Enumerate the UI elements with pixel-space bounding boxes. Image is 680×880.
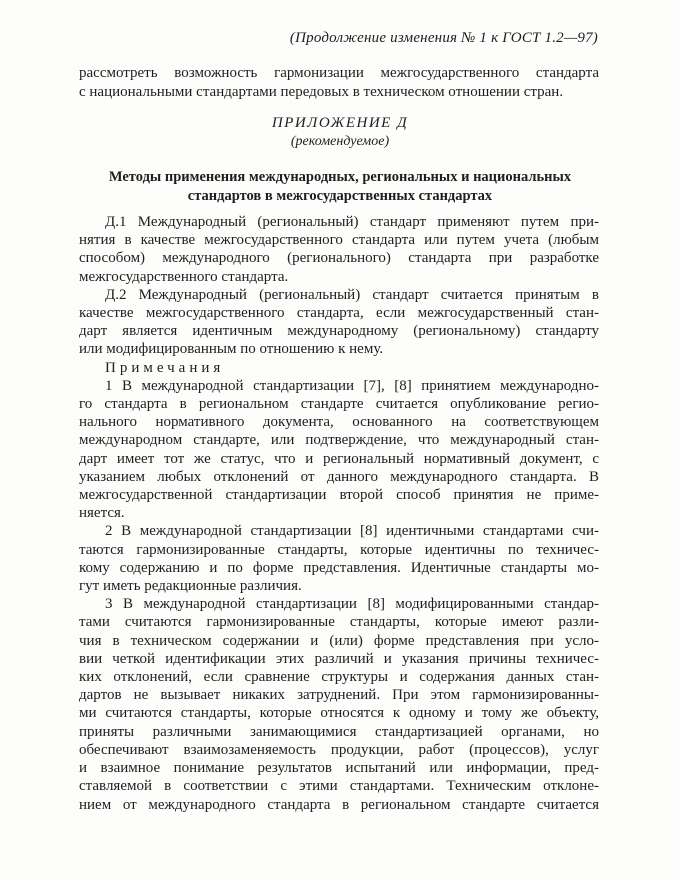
paragraph-d2-line: или модифицированным по отношению к нему. (79, 341, 384, 358)
note-1-line: няется. (79, 505, 125, 522)
note-3-line: ставляемой в соответствии с этими стандартами. Техническим отклоне- (79, 778, 599, 795)
intro-paragraph (79, 64, 599, 102)
note-1-line: международном стандарте, или подтверждение, что международный стан- (79, 432, 599, 449)
note-3-line: вии четкой идентификации этих различий и указания причины техничес- (79, 650, 599, 667)
paragraph-d2-line: качестве межгосударственного стандарта, если межгосударственный стан- (79, 305, 599, 322)
note-1-line: го стандарта в региональном стандарте считается опубликование регио- (79, 396, 599, 413)
note-3-line: дартов не вызывает никаких затруднений. При этом гармонизированны- (79, 687, 599, 704)
note-2-line: 2 В международной стандартизации [8] идентичными стандартами счи- (105, 523, 599, 540)
text-line: рассмотреть возможность гармонизации межгосударственного стандарта (79, 65, 599, 81)
paragraph-d2-line: дарт является идентичным международному (региональному) стандарту (79, 323, 599, 340)
paragraph-d2-line: Д.2 Международный (региональный) стандарт считается принятым в (105, 286, 599, 303)
note-1-line: указанием любых отклонений от данного международного стандарта. В (79, 468, 599, 485)
notes-heading: Примечания (105, 359, 225, 376)
heading-line: стандартов в межгосударственных стандартах (187, 188, 493, 204)
paragraph-d1-line: нятия в качестве межгосударственного стандарта или путем учета (любым (79, 232, 599, 249)
appendix-title: ПРИЛОЖЕНИЕ Д (271, 115, 409, 131)
note-3-line: и взаимное понимание результатов испытаний или информации, пред- (79, 760, 599, 777)
note-2-line: таются гармонизированные стандарты, которые идентичны по техничес- (79, 541, 599, 558)
note-3-line: приняты различными занимающимися стандартизацией органами, но (79, 723, 599, 740)
note-3-line: тами считаются гармонизированные стандарты, которые имеют разли- (79, 614, 599, 631)
note-3-line: чия в техническом содержании и (или) форме представления при усло- (79, 632, 599, 649)
body-text (79, 213, 599, 814)
note-1-line: нального нормативного документа, основанного на соответствующем (79, 414, 599, 431)
paragraph-d1-line: Д.1 Международный (региональный) стандарт применяют путем при- (105, 214, 599, 230)
text-line: с национальными стандартами передовых в техническом отношении стран. (79, 84, 564, 100)
paragraph-d1-line: способом) международного (регионального) стандарта при разработке (79, 250, 599, 267)
section-heading (0, 168, 680, 206)
note-2-line: гут иметь редакционные различия. (79, 578, 302, 595)
note-3-line: нием от международного стандарта в региональном стандарте считается (79, 796, 599, 813)
note-3-line: 3 В международной стандартизации [8] модифицированными стандар- (105, 596, 599, 613)
appendix-status: (рекомендуемое) (290, 134, 390, 149)
note-2-line: кому содержанию и по форме представления. Идентичные стандарты мо- (79, 559, 599, 576)
paragraph-d1-line: межгосударственного стандарта. (79, 268, 289, 285)
note-1-line: межгосударственной стандартизации второй способ принятия не приме- (79, 487, 599, 504)
note-1-line: 1 В международной стандартизации [7], [8] принятием международно- (105, 377, 599, 394)
note-3-line: ми считаются стандарты, которые относятся к одному и тому же объекту, (79, 705, 599, 722)
running-header: (Продолжение изменения № 1 к ГОСТ 1.2—97) (289, 30, 598, 46)
heading-line: Методы применения международных, региональных и национальных (108, 169, 572, 185)
note-3-line: ких отклонений, если сравнение структуры и содержания данных стан- (79, 669, 599, 686)
note-1-line: дарт имеет тот же статус, что и региональный нормативный документ, с (79, 450, 599, 467)
note-3-line: обеспечивают взаимозаменяемость продукции, работ (процессов), услуг (79, 741, 599, 758)
